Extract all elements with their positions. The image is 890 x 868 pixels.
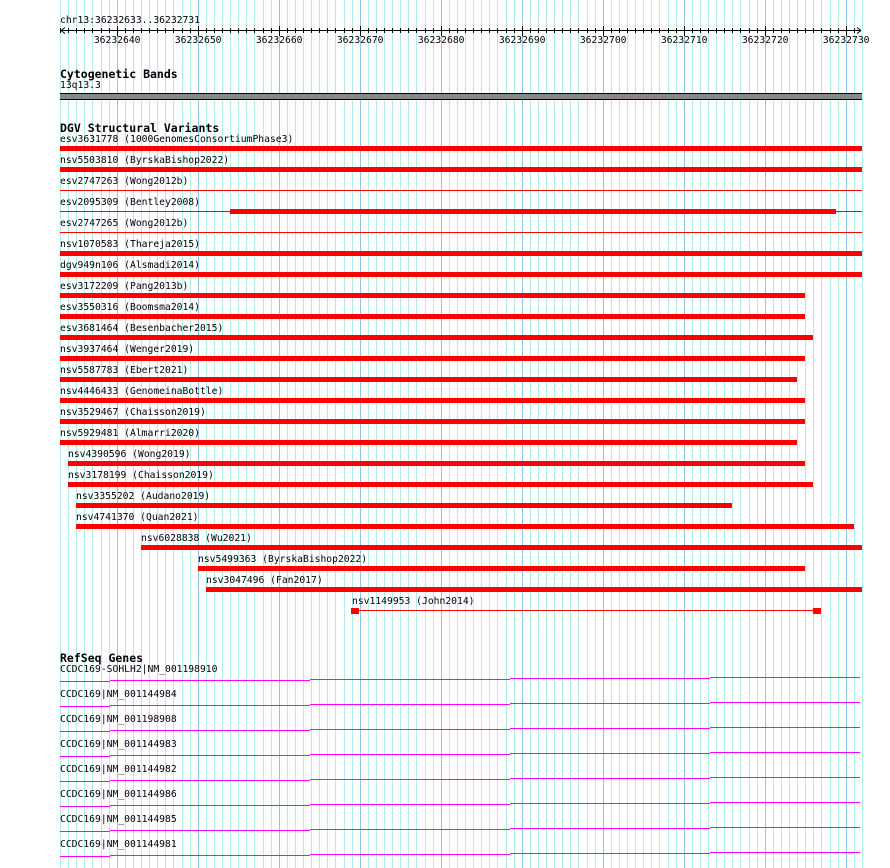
gene-line[interactable] (0, 802, 890, 808)
gene-label[interactable]: CCDC169|NM_001198908 (60, 714, 177, 725)
variant-label[interactable]: nsv1070583 (Thareja2015) (60, 239, 200, 250)
variant-block[interactable] (351, 608, 359, 614)
variant-label[interactable]: esv3631778 (1000GenomesConsortiumPhase3) (60, 134, 294, 145)
variant-label[interactable]: esv2747265 (Wong2012b) (60, 218, 189, 229)
variant-bar[interactable] (206, 587, 862, 592)
variant-bar[interactable] (141, 545, 862, 550)
refseq-track-title[interactable]: RefSeq Genes (60, 651, 144, 665)
variant-label[interactable]: nsv3937464 (Wenger2019) (60, 344, 195, 355)
variant-label[interactable]: dgv949n106 (Alsmadi2014) (60, 260, 200, 271)
variant-line[interactable] (60, 232, 862, 233)
variant-label[interactable]: esv2095309 (Bentley2008) (60, 197, 200, 208)
gene-label[interactable]: CCDC169|NM_001144985 (60, 814, 177, 825)
variant-bar[interactable] (60, 335, 813, 340)
gene-line[interactable] (0, 752, 890, 758)
variant-bar[interactable] (60, 398, 805, 403)
gene-label[interactable]: CCDC169|NM_001144982 (60, 764, 177, 775)
variant-label[interactable]: esv3550316 (Boomsma2014) (60, 302, 200, 313)
gene-line[interactable] (0, 727, 890, 733)
gene-line[interactable] (0, 827, 890, 833)
ruler-tick-label: 36232680 (417, 35, 465, 46)
variant-bar[interactable] (60, 167, 862, 172)
ruler-tick-label: 36232650 (174, 35, 222, 46)
variant-line[interactable] (60, 190, 862, 191)
gene-label[interactable]: CCDC169-SOHLH2|NM_001198910 (60, 664, 218, 675)
variant-bar[interactable] (76, 524, 854, 529)
ruler-tick-label: 36232660 (255, 35, 303, 46)
variant-label[interactable]: nsv5499363 (ByrskaBishop2022) (198, 554, 368, 565)
variant-label[interactable]: nsv5929481 (Almarri2020) (60, 428, 200, 439)
variant-bar[interactable] (60, 356, 805, 361)
gene-label[interactable]: CCDC169|NM_001144984 (60, 689, 177, 700)
gene-label[interactable]: CCDC169|NM_001144986 (60, 789, 177, 800)
variant-block[interactable] (813, 608, 821, 614)
ruler-tick-label: 36232720 (741, 35, 789, 46)
variant-label[interactable]: nsv5503810 (ByrskaBishop2022) (60, 155, 230, 166)
gene-line[interactable] (0, 702, 890, 708)
location-label: chr13:36232633..36232731 (60, 15, 200, 26)
variant-label[interactable]: esv2747263 (Wong2012b) (60, 176, 189, 187)
variant-label[interactable]: esv3681464 (Besenbacher2015) (60, 323, 224, 334)
variant-label[interactable]: nsv6028838 (Wu2021) (141, 533, 252, 544)
variant-connector-line[interactable] (351, 610, 821, 611)
cytoband-label: 13q13.3 (60, 80, 101, 91)
ruler-tick-label: 36232730 (822, 35, 870, 46)
variant-label[interactable]: nsv4741370 (Quan2021) (76, 512, 199, 523)
variant-bar[interactable] (60, 314, 805, 319)
gene-line[interactable] (0, 677, 890, 683)
variant-bar[interactable] (60, 146, 862, 151)
gene-line[interactable] (0, 777, 890, 783)
dgv-track-title[interactable]: DGV Structural Variants (60, 121, 220, 135)
gene-label[interactable]: CCDC169|NM_001144981 (60, 839, 177, 850)
variant-bar[interactable] (60, 272, 862, 277)
gene-label[interactable]: CCDC169|NM_001144983 (60, 739, 177, 750)
variant-bar[interactable] (60, 377, 797, 382)
variant-label[interactable]: nsv3178199 (Chaisson2019) (68, 470, 214, 481)
gene-line[interactable] (0, 852, 890, 858)
variant-bar[interactable] (68, 461, 805, 466)
cytoband-track-title[interactable]: Cytogenetic Bands (60, 67, 178, 81)
cytoband-bar[interactable] (60, 93, 862, 100)
variant-bar[interactable] (230, 209, 836, 214)
ruler-tick-label: 36232670 (336, 35, 384, 46)
ruler-tick-label: 36232640 (93, 35, 141, 46)
variant-label[interactable]: nsv3529467 (Chaisson2019) (60, 407, 206, 418)
variant-label[interactable]: nsv5587783 (Ebert2021) (60, 365, 189, 376)
variant-label[interactable]: nsv1149953 (John2014) (352, 596, 475, 607)
ruler-tick-label: 36232690 (498, 35, 546, 46)
variant-label[interactable]: nsv3047496 (Fan2017) (206, 575, 323, 586)
variant-label[interactable]: nsv4446433 (GenomeinaBottle) (60, 386, 224, 397)
ruler-tick-label: 36232700 (579, 35, 627, 46)
variant-bar[interactable] (60, 419, 805, 424)
variant-bar[interactable] (198, 566, 805, 571)
variant-label[interactable]: esv3172209 (Pang2013b) (60, 281, 189, 292)
ruler-tick-label: 36232710 (660, 35, 708, 46)
variant-label[interactable]: nsv4390596 (Wong2019) (68, 449, 191, 460)
variant-bar[interactable] (60, 440, 797, 445)
variant-bar[interactable] (60, 293, 805, 298)
variant-label[interactable]: nsv3355202 (Audano2019) (76, 491, 211, 502)
variant-bar[interactable] (76, 503, 732, 508)
variant-bar[interactable] (68, 482, 813, 487)
variant-bar[interactable] (60, 251, 862, 256)
